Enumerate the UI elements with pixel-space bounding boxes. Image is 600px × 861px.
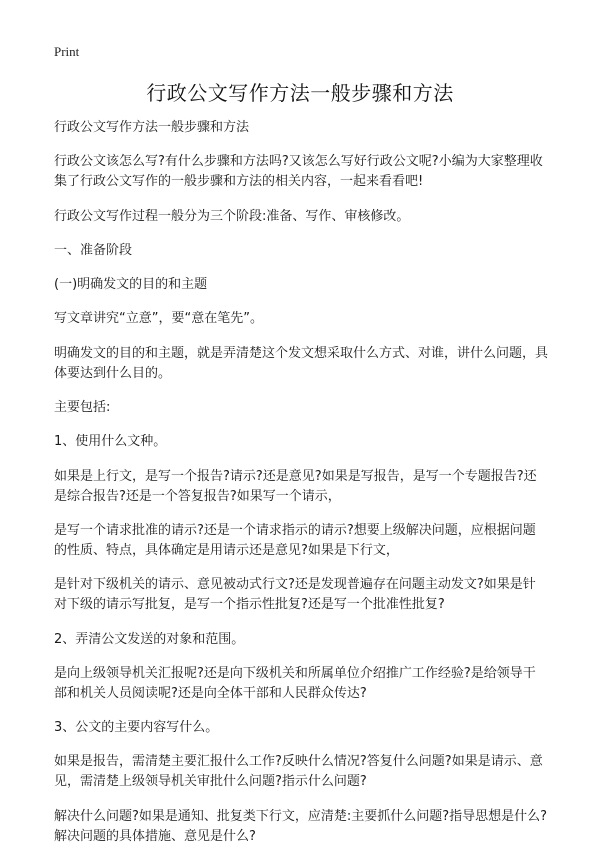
- paragraph: 解决什么问题?如果是通知、批复类下行文，应清楚:主要抓什么问题?指导思想是什么?解决问题的具体措施、意见是什么?: [54, 808, 548, 844]
- paragraph-overview: 行政公文写作过程一般分为三个阶段:准备、写作、审核修改。: [54, 208, 410, 224]
- subsection-heading-purpose: (一)明确发文的目的和主题: [54, 277, 208, 293]
- paragraph: 如果是上行文，是写一个报告?请示?还是意见?如果是写报告，是写一个专题报告?还是综合报告?还是一个答复报告?如果写一个请示，: [54, 468, 537, 504]
- paragraph: 是针对下级机关的请示、意见被动式行文?还是发现普遍存在问题主动发文?如果是针对下级的请示写批复，是写一个指示性批复?还是写一个批准性批复?: [54, 577, 536, 613]
- paragraph-subtitle: 行政公文写作方法一般步骤和方法: [54, 120, 250, 135]
- list-item-heading: 1、使用什么文种。: [54, 434, 167, 450]
- document-body: [54, 118, 548, 861]
- paragraph: 写文章讲究“立意”，要“意在笔先”。: [54, 311, 263, 327]
- list-item-heading: 3、公文的主要内容写什么。: [54, 720, 219, 736]
- paragraph: 是写一个请求批准的请示?还是一个请求指示的请示?想要上级解决问题，应根据问题的性质、特点，具体确定是用请示还是意见?如果是下行文，: [54, 522, 536, 558]
- list-item-heading: 2、弄清公文发送的对象和范围。: [54, 631, 245, 647]
- document-title: 行政公文写作方法一般步骤和方法: [146, 81, 454, 105]
- paragraph: 是向上级领导机关汇报呢?还是向下级机关和所属单位介绍推广工作经验?是给领导干部和机关人员阅读呢?还是向全体干部和人民群众传达?: [54, 665, 536, 701]
- paragraph-intro: 行政公文该怎么写?有什么步骤和方法吗?又该怎么写好行政公文呢?小编为大家整理收集了行政公文写作的一般步骤和方法的相关内容，一起来看看吧!: [54, 154, 543, 190]
- paragraph: 如果是报告，需清楚主要汇报什么工作?反映什么情况?答复什么问题?如果是请示、意见，需清楚上级领导机关审批什么问题?指示什么问题?: [54, 754, 543, 790]
- print-label: Print: [54, 44, 80, 59]
- paragraph: 主要包括:: [54, 400, 111, 416]
- section-heading-preparation: 一、准备阶段: [54, 242, 133, 258]
- paragraph: 明确发文的目的和主题，就是弄清楚这个发文想采取什么方式、对谁，讲什么问题，具体要达到什么目的。: [54, 345, 549, 381]
